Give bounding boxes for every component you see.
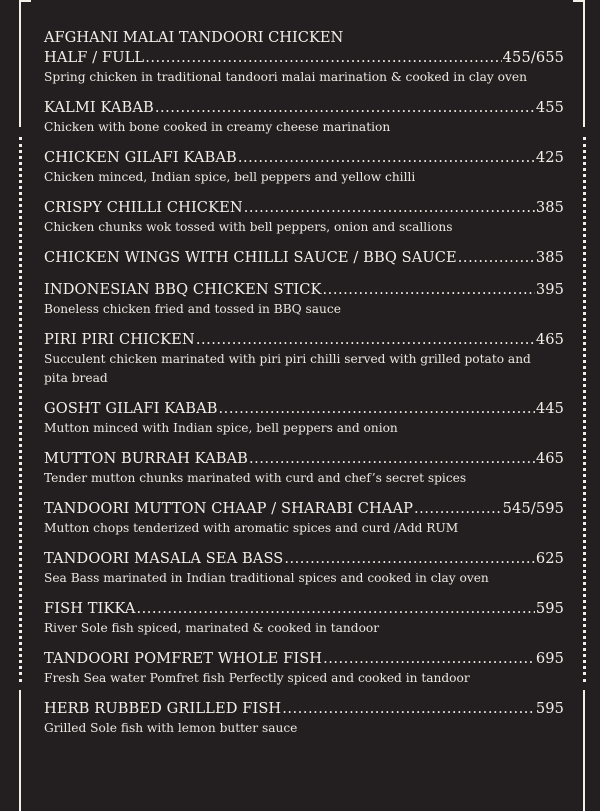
dot-leader [323, 649, 535, 669]
item-title-row [44, 599, 564, 619]
menu-item [44, 399, 564, 438]
item-name: TANDOORI MASALA SEA BASS [44, 550, 284, 567]
menu-item [44, 198, 564, 237]
item-price: 455/655 [502, 49, 564, 66]
menu-item [44, 28, 564, 87]
dot-leader [145, 48, 501, 68]
item-price: 455 [535, 99, 564, 116]
item-name: TANDOORI POMFRET WHOLE FISH [44, 650, 323, 667]
item-price: 465 [535, 331, 564, 348]
frame-left-solid-top [19, 0, 21, 127]
frame-top-right-tick [573, 0, 585, 2]
dot-leader [219, 399, 535, 419]
dot-leader [323, 280, 535, 300]
item-title-row [44, 649, 564, 669]
dot-leader [238, 148, 535, 168]
item-price: 545/595 [502, 500, 564, 517]
dot-leader [137, 599, 535, 619]
item-description: Chicken chunks wok tossed with bell peppers, onion and scallions [44, 220, 453, 234]
dot-leader [458, 248, 535, 268]
item-description: Tender mutton chunks marinated with curd and chef’s secret spices [44, 471, 467, 485]
item-name: PIRI PIRI CHICKEN [44, 331, 195, 348]
frame-left-solid-bottom [19, 690, 21, 811]
item-description: Succulent chicken marinated with piri piri chilli served with grilled potato and pita bread [44, 352, 531, 385]
item-name: INDONESIAN BBQ CHICKEN STICK [44, 281, 322, 298]
dot-leader [414, 499, 502, 519]
menu-list [44, 28, 564, 749]
menu-item [44, 449, 564, 488]
menu-item [44, 280, 564, 319]
item-name: FISH TIKKA [44, 600, 136, 617]
dot-leader [155, 98, 535, 118]
frame-right-dotted [583, 137, 586, 682]
dot-leader [244, 198, 535, 218]
item-title-row [44, 699, 564, 719]
item-description: Fresh Sea water Pomfret fish Perfectly spiced and cooked in tandoor [44, 671, 470, 685]
item-description: River Sole fish spiced, marinated & cooked in tandoor [44, 621, 380, 635]
item-name: GOSHT GILAFI KABAB [44, 400, 218, 417]
item-name: MUTTON BURRAH KABAB [44, 450, 248, 467]
item-description: Spring chicken in traditional tandoori malai marination & cooked in clay oven [44, 70, 527, 84]
menu-item [44, 699, 564, 738]
item-title-row [44, 98, 564, 118]
item-title-row [44, 148, 564, 168]
item-price: 445 [535, 400, 564, 417]
item-description: Chicken with bone cooked in creamy cheese marination [44, 120, 391, 134]
item-price: 385 [535, 249, 564, 266]
menu-item [44, 499, 564, 538]
item-price: 385 [535, 199, 564, 216]
item-price: 625 [535, 550, 564, 567]
item-title-row [44, 248, 564, 268]
dot-leader [284, 549, 534, 569]
item-price: 595 [535, 700, 564, 717]
frame-right-solid-bottom [583, 690, 585, 811]
item-title-row [44, 48, 564, 68]
item-name: TANDOORI MUTTON CHAAP / SHARABI CHAAP [44, 500, 414, 517]
item-name: CHICKEN WINGS WITH CHILLI SAUCE / BBQ SAUCE [44, 249, 457, 266]
item-title-row [44, 198, 564, 218]
frame-right-solid-top [583, 0, 585, 127]
item-description: Sea Bass marinated in Indian traditional spices and cooked in clay oven [44, 571, 489, 585]
item-title-row [44, 449, 564, 469]
item-name: HERB RUBBED GRILLED FISH [44, 700, 282, 717]
item-name: HALF / FULL [44, 49, 145, 66]
menu-item [44, 549, 564, 588]
menu-item [44, 330, 564, 388]
item-title-line1: AFGHANI MALAI TANDOORI CHICKEN [44, 29, 344, 46]
item-price: 695 [535, 650, 564, 667]
item-title-row [44, 280, 564, 300]
menu-item [44, 649, 564, 688]
dot-leader [249, 449, 535, 469]
dot-leader [282, 699, 535, 719]
menu-item [44, 148, 564, 187]
frame-top-left-tick [19, 0, 31, 2]
item-title-row [44, 330, 564, 350]
item-price: 465 [535, 450, 564, 467]
item-title-row [44, 549, 564, 569]
item-price: 425 [535, 149, 564, 166]
item-description: Mutton minced with Indian spice, bell peppers and onion [44, 421, 398, 435]
item-name: CRISPY CHILLI CHICKEN [44, 199, 243, 216]
item-description: Chicken minced, Indian spice, bell peppers and yellow chilli [44, 170, 416, 184]
item-title-row [44, 399, 564, 419]
item-name: CHICKEN GILAFI KABAB [44, 149, 237, 166]
menu-item [44, 248, 564, 268]
item-description: Mutton chops tenderized with aromatic spices and curd /Add RUM [44, 521, 459, 535]
frame-left-dotted [19, 137, 22, 682]
dot-leader [196, 330, 535, 350]
item-price: 595 [535, 600, 564, 617]
menu-item [44, 98, 564, 137]
item-title-row [44, 499, 564, 519]
item-price: 395 [535, 281, 564, 298]
item-description: Boneless chicken fried and tossed in BBQ sauce [44, 302, 341, 316]
menu-item [44, 599, 564, 638]
item-name: KALMI KABAB [44, 99, 154, 116]
item-description: Grilled Sole fish with lemon butter sauce [44, 721, 298, 735]
